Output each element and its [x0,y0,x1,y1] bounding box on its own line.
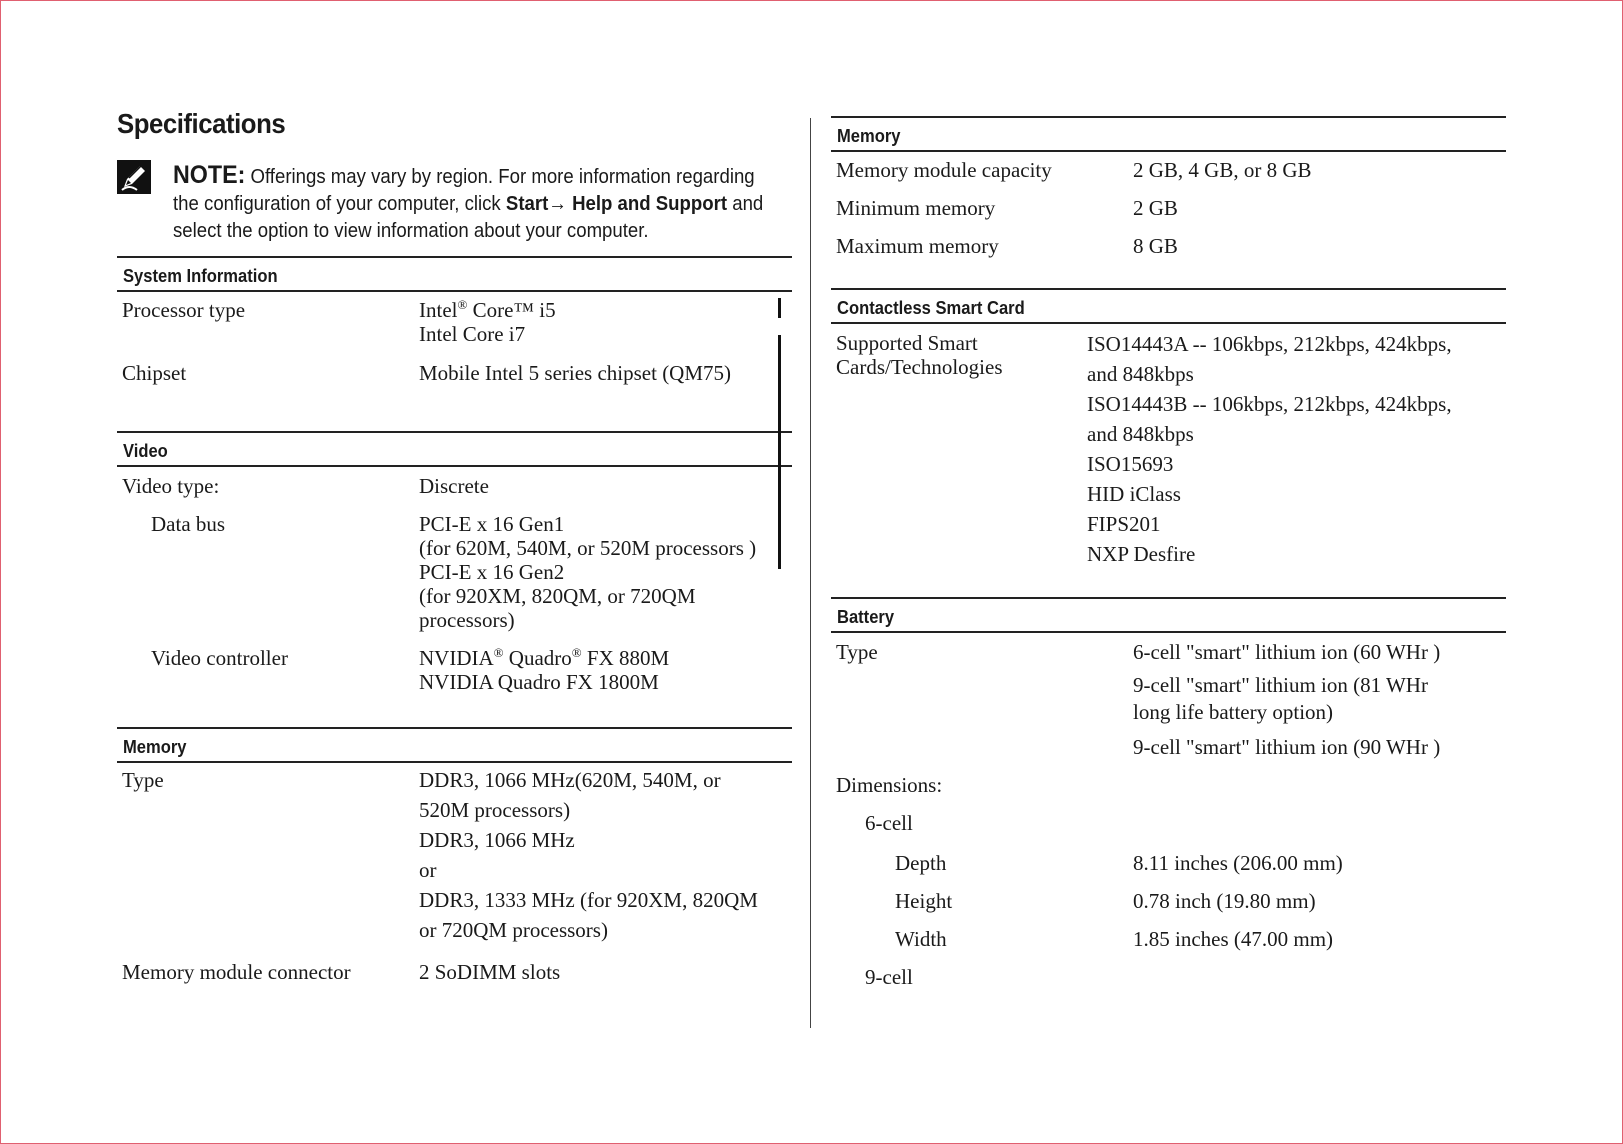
column-divider [810,118,811,1028]
section-memory-right: Memory [831,116,1506,152]
battery-type-value-4: 9-cell "smart" lithium ion (90 WHr ) [1133,735,1441,759]
battery-type-value-3: long life battery option) [1133,700,1334,724]
data-bus-value-1: PCI-E x 16 Gen1 [419,512,565,536]
smart-card-value-8: NXP Desfire [1087,542,1196,566]
page-title: Specifications [117,108,286,139]
smart-card-value-1: ISO14443A -- 106kbps, 212kbps, 424kbps, [1087,332,1452,356]
memory-type-value-6: or 720QM processors) [419,918,608,942]
smart-card-value-6: HID iClass [1087,482,1181,506]
processor-type-value-1: Intel® Core™ i5 [419,297,556,322]
data-bus-value-4: (for 920XM, 820QM, or 720QM [419,584,696,608]
width-label: Width [895,927,947,951]
minimum-memory-label: Minimum memory [836,196,996,220]
memory-connector-label: Memory module connector [122,960,351,984]
video-controller-value-1: NVIDIA® Quadro® FX 880M [419,645,670,670]
memory-type-value-2: 520M processors) [419,798,571,822]
change-bar-2 [778,335,781,569]
memory-type-value-1: DDR3, 1066 MHz(620M, 540M, or [419,768,721,792]
video-controller-label: Video controller [151,646,288,670]
video-controller-value-2: NVIDIA Quadro FX 1800M [419,670,659,694]
memory-capacity-value: 2 GB, 4 GB, or 8 GB [1133,158,1312,182]
smart-card-value-5: ISO15693 [1087,452,1174,476]
data-bus-value-5: processors) [419,608,515,632]
battery-type-value-1: 6-cell "smart" lithium ion (60 WHr ) [1133,640,1441,664]
dimensions-label: Dimensions: [836,773,943,797]
smart-card-value-7: FIPS201 [1087,512,1161,536]
memory-type-value-3: DDR3, 1066 MHz [419,828,575,852]
note-text-1: Offerings may vary by region. For more information regarding the configuration of your computer, click [173,166,755,215]
smart-card-value-4: and 848kbps [1087,422,1194,446]
chipset-label: Chipset [122,361,187,385]
section-system-information: System Information [117,256,792,292]
change-bar-1 [778,298,781,318]
section-battery: Battery [831,597,1506,633]
maximum-memory-value: 8 GB [1133,234,1178,258]
smart-card-value-3: ISO14443B -- 106kbps, 212kbps, 424kbps, [1087,392,1452,416]
memory-capacity-label: Memory module capacity [836,158,1052,182]
memory-type-value-4: or [419,858,437,882]
memory-type-value-5: DDR3, 1333 MHz (for 920XM, 820QM [419,888,758,912]
processor-type-value-2: Intel Core i7 [419,322,526,346]
section-contactless-smart-card: Contactless Smart Card [831,288,1506,324]
data-bus-value-3: PCI-E x 16 Gen2 [419,560,565,584]
height-value: 0.78 inch (19.80 mm) [1133,889,1316,913]
note-start: Start [505,193,549,215]
smart-card-value-2: and 848kbps [1087,362,1194,386]
processor-type-label: Processor type [122,298,246,322]
note-pencil-icon [117,160,151,194]
maximum-memory-label: Maximum memory [836,234,999,258]
chipset-value: Mobile Intel 5 series chipset (QM75) [419,361,732,385]
smart-card-label-1: Supported Smart [836,331,978,355]
width-value: 1.85 inches (47.00 mm) [1133,927,1334,951]
battery-type-label: Type [836,640,878,664]
height-label: Height [895,889,953,913]
nine-cell-label: 9-cell [865,965,913,989]
video-type-value: Discrete [419,474,489,498]
depth-value: 8.11 inches (206.00 mm) [1133,851,1343,875]
memory-type-label: Type [122,768,164,792]
smart-card-label-2: Cards/Technologies [836,355,1003,379]
note-text-2: and select the option to view information about your computer. [173,193,764,242]
note-label: NOTE: [173,161,246,189]
video-type-label: Video type: [122,474,220,498]
battery-type-value-2: 9-cell "smart" lithium ion (81 WHr [1133,673,1428,697]
six-cell-label: 6-cell [865,811,913,835]
memory-connector-value: 2 SoDIMM slots [419,960,561,984]
note-text [173,162,768,245]
section-video: Video [117,431,792,467]
data-bus-value-2: (for 620M, 540M, or 520M processors ) [419,536,757,560]
section-memory-left: Memory [117,727,792,763]
depth-label: Depth [895,851,947,875]
note-help-and-support: Help and Support [572,193,728,215]
data-bus-label: Data bus [151,512,226,536]
note-arrow: → [548,193,573,215]
minimum-memory-value: 2 GB [1133,196,1178,220]
